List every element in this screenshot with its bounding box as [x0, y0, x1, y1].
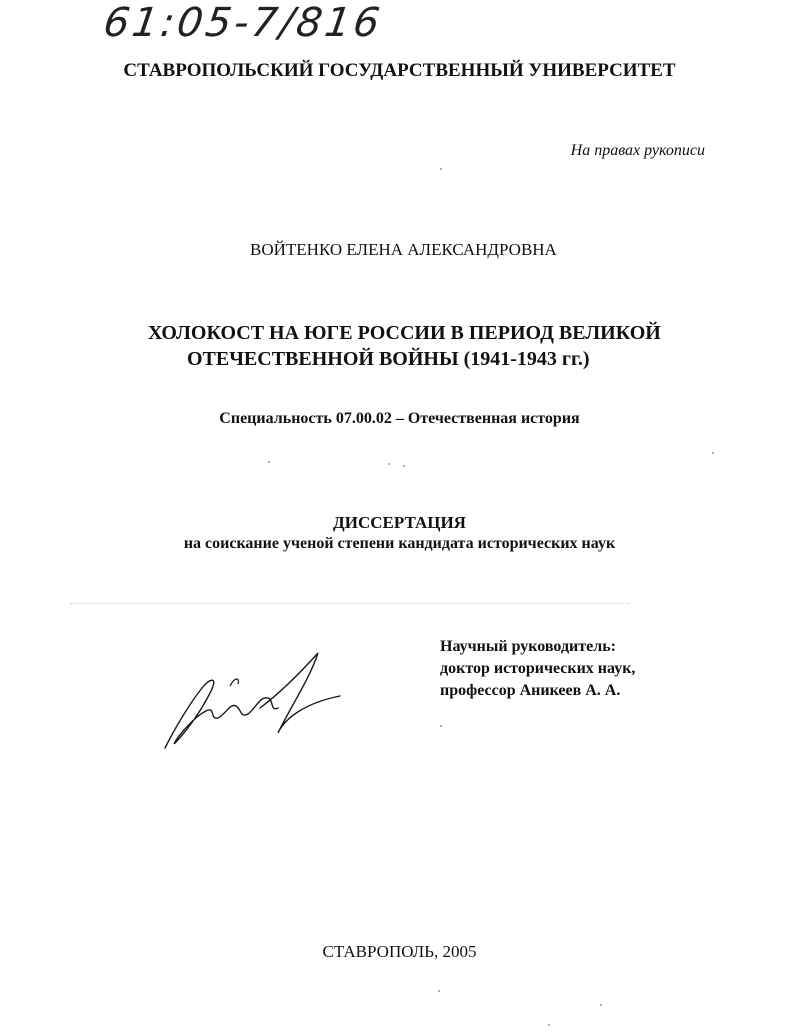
scan-artifact-line [70, 603, 630, 605]
manuscript-note: На правах рукописи [570, 142, 705, 159]
scan-speck [712, 452, 714, 454]
scan-speck [403, 465, 405, 467]
scan-speck [548, 1024, 550, 1026]
archive-code: 61:05-7/816 [100, 0, 386, 46]
supervisor-degree: доктор исторических наук, [440, 660, 636, 677]
signature [160, 648, 350, 758]
specialty: Специальность 07.00.02 – Отечественная история [219, 410, 580, 427]
degree-line: на соискание ученой степени кандидата исторических наук [183, 535, 616, 552]
scan-speck [438, 990, 440, 992]
document-type: ДИССЕРТАЦИЯ [333, 513, 466, 532]
scan-speck [440, 725, 442, 727]
dissertation-title-line2: ОТЕЧЕСТВЕННОЙ ВОЙНЫ (1941-1943 гг.) [187, 348, 590, 370]
city-year: СТАВРОПОЛЬ, 2005 [322, 942, 477, 961]
supervisor-name: профессор Аникеев А. А. [440, 682, 621, 699]
scan-speck [388, 463, 390, 465]
scan-speck [600, 1004, 602, 1006]
scan-speck [268, 461, 270, 463]
dissertation-title-line1: ХОЛОКОСТ НА ЮГЕ РОССИИ В ПЕРИОД ВЕЛИКОЙ [148, 322, 661, 344]
author-name: ВОЙТЕНКО ЕЛЕНА АЛЕКСАНДРОВНА [250, 240, 557, 259]
supervisor-label: Научный руководитель: [440, 638, 616, 655]
supervisor-block [440, 636, 635, 702]
scan-speck [440, 168, 442, 170]
university-name: СТАВРОПОЛЬСКИЙ ГОСУДАРСТВЕННЫЙ УНИВЕРСИТЕТ [123, 60, 676, 81]
